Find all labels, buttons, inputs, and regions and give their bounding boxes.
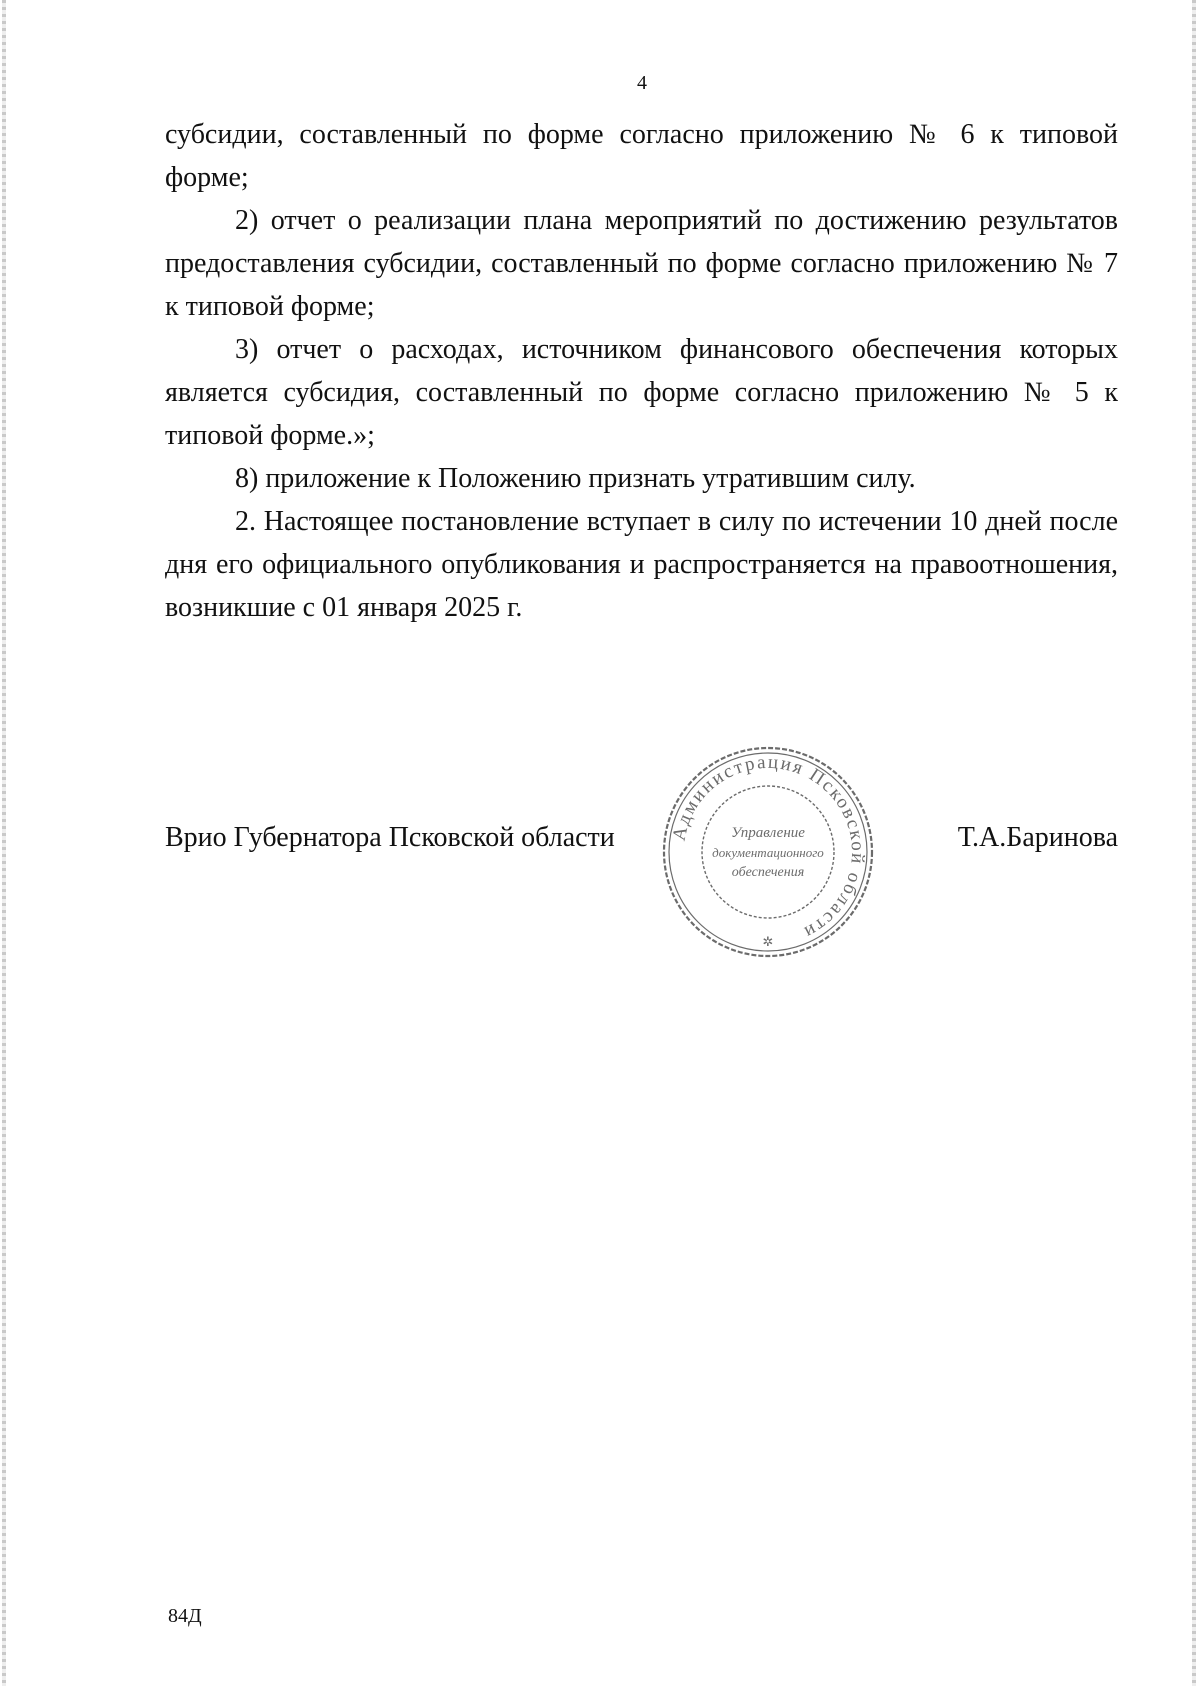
paragraph-5: 2. Настоящее постановление вступает в силу по истечении 10 дней после дня его официального опубликования и распространяется на правоотношения, возникшие с 01 января 2025 г. (165, 506, 1118, 623)
paragraph-3: 3) отчет о расходах, источником финансового обеспечения которых является субсидия, составленный по форме согласно приложению № 5 к типовой форме.»; (165, 334, 1118, 451)
seal-outer-text: Администрация Псковской области (668, 751, 869, 944)
official-seal (658, 742, 878, 962)
scan-edge-right (1192, 0, 1196, 1686)
document-body (165, 113, 1118, 629)
paragraph-1: субсидии, составленный по форме согласно приложению № 6 к типовой форме; (165, 119, 1118, 193)
seal-line-3: обеспечения (731, 865, 805, 880)
seal-line-2: документационного (712, 845, 824, 860)
signature-name: Т.А.Баринова (957, 822, 1118, 853)
paragraph-4: 8) приложение к Положению признать утратившим силу. (235, 463, 916, 494)
scan-edge-left (2, 0, 6, 1686)
signature-role: Врио Губернатора Псковской области (165, 822, 615, 853)
seal-graphic (658, 742, 878, 962)
seal-line-1: Управление (731, 825, 805, 841)
paragraph-2: 2) отчет о реализации плана мероприятий по достижению результатов предоставления субсидии, составленный по форме согласно приложению № 7 к типовой форме; (165, 205, 1118, 322)
seal-star-icon: ✲ (762, 935, 774, 950)
document-code: 84Д (168, 1605, 202, 1627)
page-number: 4 (637, 72, 647, 94)
